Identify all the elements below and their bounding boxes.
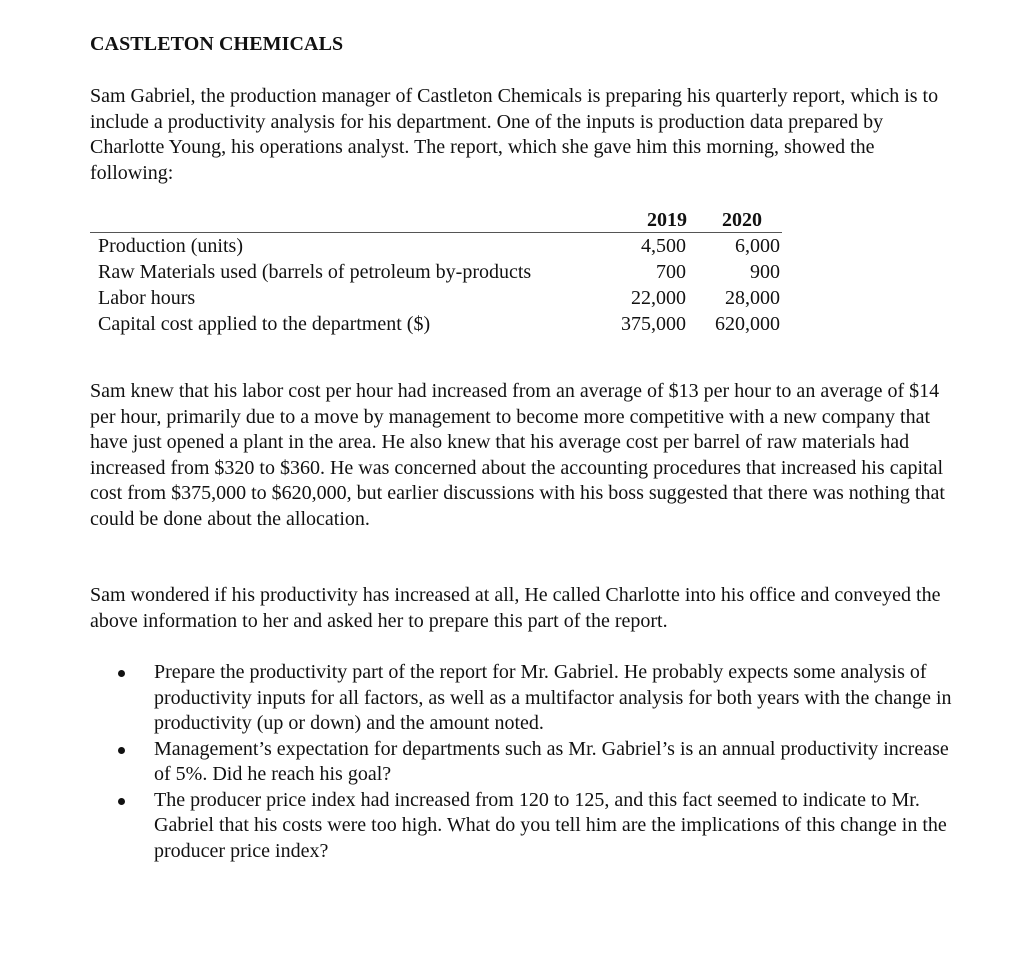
bullet-text: Prepare the productivity part of the report for Mr. Gabriel. He probably expects some analysis of productivity inputs for all factors, as well as a multifactor analysis for both years with the change in productivity (up or down) and the amount noted. bbox=[154, 661, 952, 734]
value-2020: 28,000 bbox=[725, 287, 780, 309]
row-label: Production (units) bbox=[98, 235, 243, 257]
intro-paragraph: Sam Gabriel, the production manager of Castleton Chemicals is preparing his quarterly report, which is to include a productivity analysis for his department. One of the inputs is production data prepared by Charlotte Young, his operations analyst. The report, which she gave him this morning, showed the following: bbox=[90, 85, 939, 184]
year-header-2019: 2019 bbox=[647, 209, 687, 231]
value-2019: 375,000 bbox=[621, 313, 686, 335]
value-2019: 4,500 bbox=[641, 235, 686, 257]
production-data-table bbox=[90, 206, 782, 337]
document-title: CASTLETON CHEMICALS bbox=[90, 33, 344, 55]
labor-cost-paragraph: Sam knew that his labor cost per hour had increased from an average of $13 per hour to an average of $14 per hour, primarily due to a move by management to become more competitive with a new company that have just opened a plant in the area. He also knew that his average cost per barrel of raw materials had increased from $320 to $360. He was concerned about the accounting procedures that increased his capital cost from $375,000 to $620,000, but earlier discussions with his boss suggested that there was nothing that could be done about the allocation. bbox=[90, 380, 945, 530]
list-item bbox=[110, 660, 960, 737]
bullet-text: Management’s expectation for departments such as Mr. Gabriel’s is an annual productivity increase of 5%. Did he reach his goal? bbox=[154, 737, 949, 785]
bullet-text: The producer price index had increased from 120 to 125, and this fact seemed to indicate to Mr. Gabriel that his costs were too high. What do you tell him are the implications of this change in the producer price index? bbox=[154, 788, 947, 862]
row-label: Raw Materials used (barrels of petroleum by-products bbox=[98, 261, 532, 283]
table-row-capital-cost bbox=[90, 311, 782, 337]
year-header-2020: 2020 bbox=[722, 209, 762, 231]
bullet-icon bbox=[118, 670, 125, 677]
task-bullet-list bbox=[110, 660, 960, 864]
productivity-question-paragraph: Sam wondered if his productivity has increased at all, He called Charlotte into his office and conveyed the above information to her and asked her to prepare this part of the report. bbox=[90, 584, 941, 632]
value-2019: 700 bbox=[656, 261, 686, 283]
value-2020: 900 bbox=[750, 261, 780, 283]
table-row-labor-hours bbox=[90, 285, 782, 311]
bullet-icon bbox=[118, 798, 125, 805]
row-label: Labor hours bbox=[98, 287, 196, 309]
bullet-icon bbox=[118, 747, 125, 754]
value-2020: 6,000 bbox=[735, 235, 780, 257]
list-item bbox=[110, 737, 960, 788]
row-label: Capital cost applied to the department ($) bbox=[98, 313, 431, 335]
table-row-raw-materials bbox=[90, 259, 782, 285]
list-item bbox=[110, 788, 960, 865]
value-2019: 22,000 bbox=[631, 287, 686, 309]
value-2020: 620,000 bbox=[715, 313, 780, 335]
table-header-row bbox=[90, 206, 782, 233]
table-row-production bbox=[90, 233, 782, 259]
